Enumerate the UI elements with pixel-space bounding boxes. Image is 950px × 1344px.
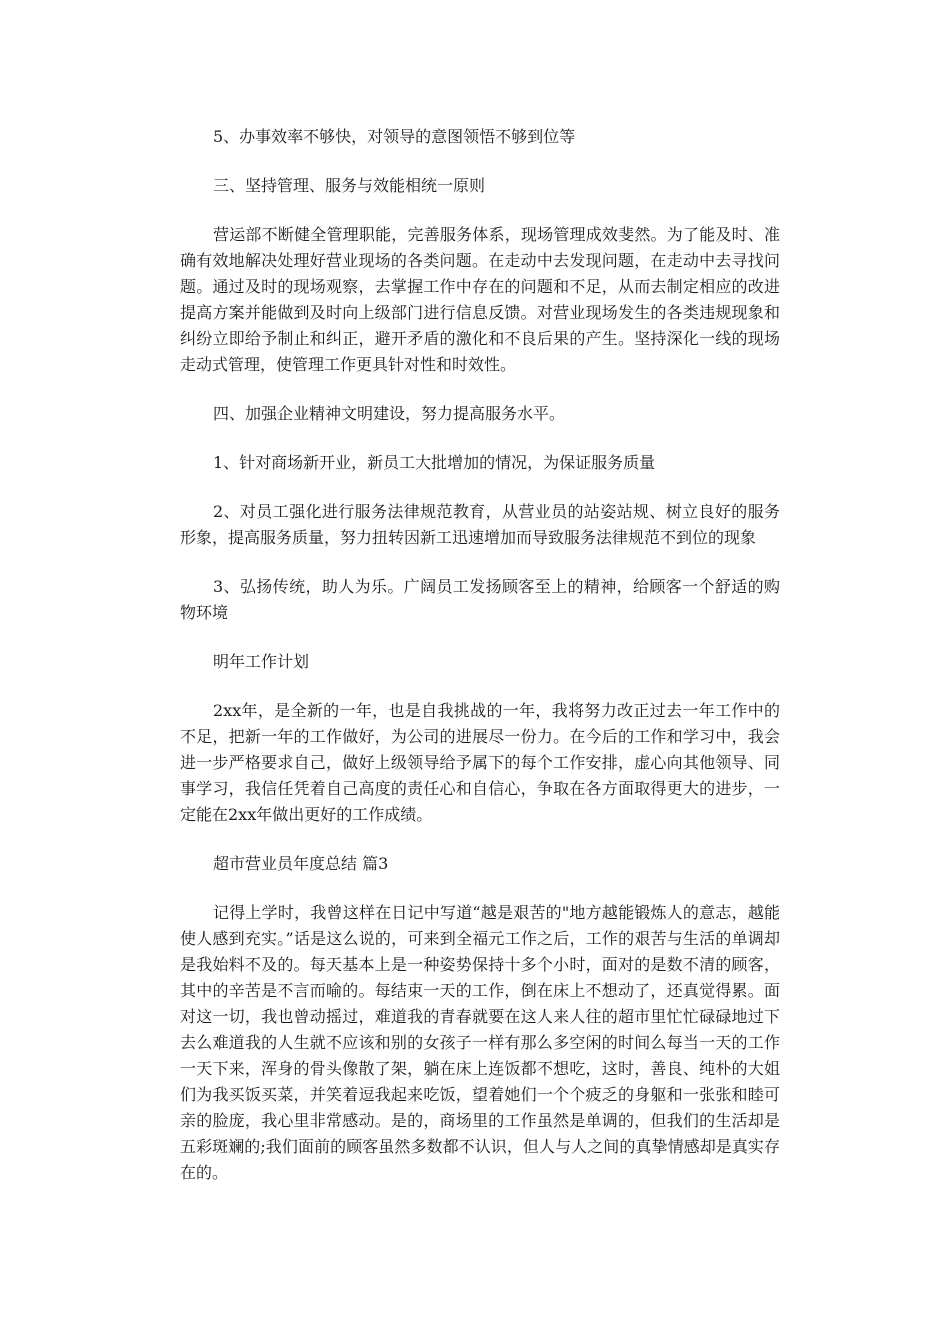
- section-3-heading: 三、坚持管理、服务与效能相统一原则: [213, 176, 486, 195]
- section-3-body: 营运部不断健全管理职能，完善服务体系，现场管理成效斐然。为了能及时、准确有效地解决处理好营业现场的各类问题。在走动中去发现问题，在走动中去寻找问题。通过及时的现场观察，去掌握工作中存在的问题和不足，从而去制定相应的改进提高方案并能做到及时向上级部门进行信息反馈。对营业现场发生的各类违规现象和纠纷立即给予制止和纠正，避开矛盾的激化和不良后果的产生。坚持深化一线的现场走动式管理，使管理工作更具针对性和时效性。: [180, 225, 780, 374]
- section-4-item-1: 1、针对商场新开业，新员工大批增加的情况，为保证服务质量: [213, 453, 656, 472]
- article-3-title: 超市营业员年度总结 篇3: [213, 854, 389, 873]
- plan-heading: 明年工作计划: [213, 652, 310, 671]
- article-3-body: 记得上学时，我曾这样在日记中写道“越是艰苦的"地方越能锻炼人的意志，越能使人感到充实。”话是这么说的，可来到全福元工作之后，工作的艰苦与生活的单调却是我始料不及的。每天基本上是一种姿势保持十多个小时，面对的是数不清的顾客，其中的辛苦是不言而喻的。每结束一天的工作，倒在床上不想动了，还真觉得累。面对这一切，我也曾动摇过，难道我的青春就要在这人来人往的超市里忙忙碌碌地过下去么难道我的人生就不应该和别的女孩子一样有那么多空闲的时间么每当一天的工作一天下来，浑身的骨头像散了架，躺在床上连饭都不想吃，这时，善良、纯朴的大姐们为我买饭买菜，并笑着逗我起来吃饭，望着她们一个个疲乏的身躯和一张张和睦可亲的脸庞，我心里非常感动。是的，商场里的工作虽然是单调的，但我们的生活却是五彩斑斓的;我们面前的顾客虽然多数都不认识，但人与人之间的真挚情感却是真实存在的。: [180, 903, 780, 1182]
- section-4-item-2: 2、对员工强化进行服务法律规范教育，从营业员的站姿站规、树立良好的服务形象，提高服务质量，努力扭转因新工迅速增加而导致服务法律规范不到位的现象: [180, 502, 780, 547]
- section-4-item-3: 3、弘扬传统，助人为乐。广阔员工发扬顾客至上的精神，给顾客一个舒适的购物环境: [180, 577, 780, 622]
- section-4-heading: 四、加强企业精神文明建设，努力提高服务水平。: [213, 404, 566, 423]
- document-body: [180, 124, 780, 1186]
- item-5-text: 5、办事效率不够快，对领导的意图领悟不够到位等: [213, 127, 576, 146]
- plan-body: 2xx年，是全新的一年，也是自我挑战的一年，我将努力改正过去一年工作中的不足，把新一年的工作做好，为公司的进展尽一份力。在今后的工作和学习中，我会进一步严格要求自己，做好上级领导给予属下的每个工作安排，虚心向其他领导、同事学习，我信任凭着自己高度的责任心和自信心，争取在各方面取得更大的进步，一定能在2xx年做出更好的工作成绩。: [180, 701, 780, 824]
